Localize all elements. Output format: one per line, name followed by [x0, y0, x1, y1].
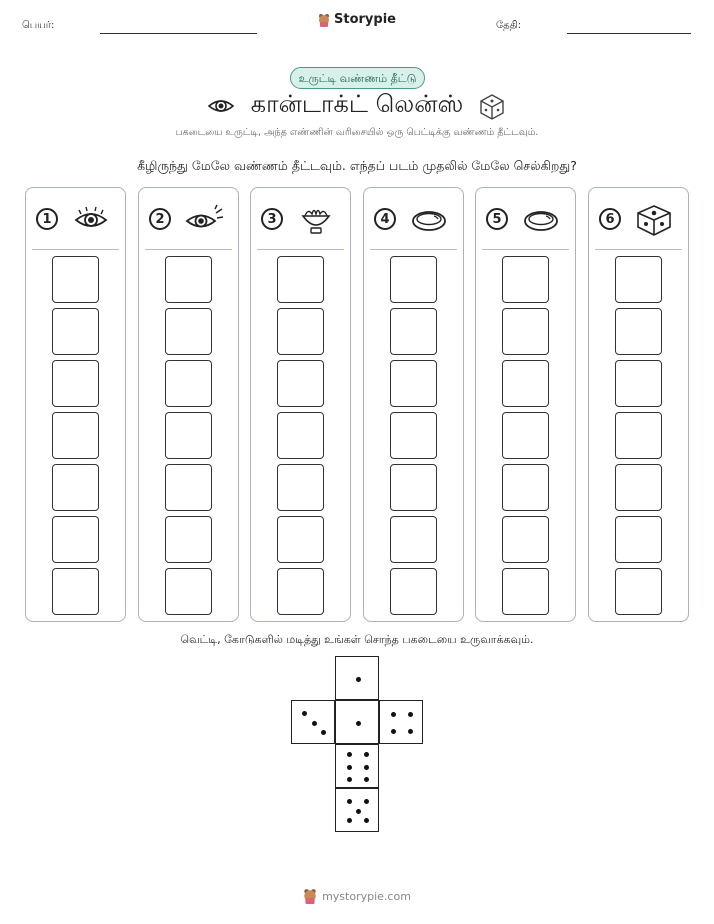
die-face-1 — [335, 700, 379, 744]
die-pip — [364, 777, 369, 782]
roll-column-3 — [250, 187, 351, 622]
color-box[interactable] — [615, 516, 662, 563]
column-number: 5 — [486, 208, 508, 230]
die-pip — [408, 712, 413, 717]
column-number: 2 — [149, 208, 171, 230]
die-pip — [312, 721, 317, 726]
name-line[interactable] — [100, 33, 257, 34]
column-divider — [370, 249, 457, 250]
die-pip — [364, 765, 369, 770]
eye-icon — [71, 204, 111, 236]
eye-sparkle-icon — [184, 204, 224, 236]
die-face-3 — [291, 700, 335, 744]
date-line[interactable] — [567, 33, 691, 34]
column-number: 4 — [374, 208, 396, 230]
color-box[interactable] — [615, 308, 662, 355]
color-box[interactable] — [277, 256, 324, 303]
column-number: 1 — [36, 208, 58, 230]
name-label: பெயர்: — [22, 20, 55, 31]
color-box[interactable] — [52, 308, 99, 355]
color-box[interactable] — [165, 516, 212, 563]
color-box[interactable] — [52, 360, 99, 407]
column-divider — [595, 249, 682, 250]
page-title: கான்டாக்ட் லென்ஸ் — [250, 90, 464, 118]
color-box[interactable] — [277, 568, 324, 615]
die-icon — [634, 204, 674, 236]
column-number: 6 — [599, 208, 621, 230]
column-divider — [145, 249, 232, 250]
color-box[interactable] — [390, 464, 437, 511]
color-box[interactable] — [165, 464, 212, 511]
die-pip — [408, 729, 413, 734]
die-pip — [347, 799, 352, 804]
color-box[interactable] — [52, 256, 99, 303]
color-box[interactable] — [165, 256, 212, 303]
color-box[interactable] — [615, 256, 662, 303]
color-box[interactable] — [390, 308, 437, 355]
roll-column-5 — [475, 187, 576, 622]
color-box[interactable] — [165, 308, 212, 355]
color-box[interactable] — [277, 412, 324, 459]
column-divider — [32, 249, 119, 250]
color-box[interactable] — [615, 568, 662, 615]
roll-column-1 — [25, 187, 126, 622]
color-box[interactable] — [390, 360, 437, 407]
color-box[interactable] — [502, 568, 549, 615]
dice-net-instruction: வெட்டி, கோடுகளில் மடித்து உங்கள் சொந்த பகடையை உருவாக்கவும். — [180, 633, 534, 646]
column-number: 3 — [261, 208, 283, 230]
die-pip — [347, 765, 352, 770]
brand-logo — [0, 12, 714, 27]
color-box[interactable] — [390, 516, 437, 563]
die-face-1 — [335, 656, 379, 700]
roll-column-4 — [363, 187, 464, 622]
die-face-4 — [379, 700, 423, 744]
color-box[interactable] — [390, 568, 437, 615]
color-box[interactable] — [277, 360, 324, 407]
color-box[interactable] — [390, 256, 437, 303]
die-pip — [364, 799, 369, 804]
die-pip — [321, 730, 326, 735]
color-box[interactable] — [502, 308, 549, 355]
roll-column-6 — [588, 187, 689, 622]
color-box[interactable] — [52, 568, 99, 615]
color-box[interactable] — [277, 308, 324, 355]
bear-logo-icon — [303, 888, 317, 904]
color-box[interactable] — [165, 568, 212, 615]
column-divider — [482, 249, 569, 250]
instruction: கீழிருந்து மேலே வண்ணம் தீட்டவும். எந்தப் படம் முதலில் மேலே செல்கிறது? — [137, 158, 577, 173]
die-pip — [356, 809, 361, 814]
die-pip — [364, 818, 369, 823]
subtitle: பகடையை உருட்டி, அந்த எண்ணின் வரிசையில் ஒரு பெட்டிக்கு வண்ணம் தீட்டவும். — [175, 127, 539, 138]
color-box[interactable] — [502, 412, 549, 459]
color-box[interactable] — [615, 464, 662, 511]
footer-url[interactable]: mystorypie.com — [322, 889, 411, 903]
contact-lens-icon — [521, 204, 561, 236]
brand-name: Storypie — [334, 12, 396, 27]
color-box[interactable] — [615, 360, 662, 407]
lens-case-icon — [296, 204, 336, 236]
activity-badge: உருட்டி வண்ணம் தீட்டு — [290, 67, 425, 89]
die-pip — [347, 818, 352, 823]
die-pip — [391, 729, 396, 734]
color-box[interactable] — [52, 412, 99, 459]
color-box[interactable] — [165, 412, 212, 459]
die-pip — [356, 677, 361, 682]
die-pip — [364, 752, 369, 757]
color-box[interactable] — [52, 464, 99, 511]
die-pip — [347, 777, 352, 782]
die-pip — [347, 752, 352, 757]
color-box[interactable] — [390, 412, 437, 459]
roll-column-2 — [138, 187, 239, 622]
color-box[interactable] — [502, 360, 549, 407]
die-face-5 — [335, 788, 379, 832]
color-box[interactable] — [52, 516, 99, 563]
die-icon — [478, 93, 506, 121]
contact-lens-icon — [409, 204, 449, 236]
footer — [0, 888, 714, 904]
color-box[interactable] — [165, 360, 212, 407]
color-box[interactable] — [502, 256, 549, 303]
die-pip — [391, 712, 396, 717]
color-box[interactable] — [277, 516, 324, 563]
color-box[interactable] — [502, 464, 549, 511]
die-pip — [302, 711, 307, 716]
color-box[interactable] — [615, 412, 662, 459]
color-box[interactable] — [277, 464, 324, 511]
die-pip — [356, 721, 361, 726]
bear-logo-icon — [318, 13, 330, 27]
die-face-6 — [335, 744, 379, 788]
color-box[interactable] — [502, 516, 549, 563]
date-label: தேதி: — [496, 20, 522, 31]
column-divider — [257, 249, 344, 250]
